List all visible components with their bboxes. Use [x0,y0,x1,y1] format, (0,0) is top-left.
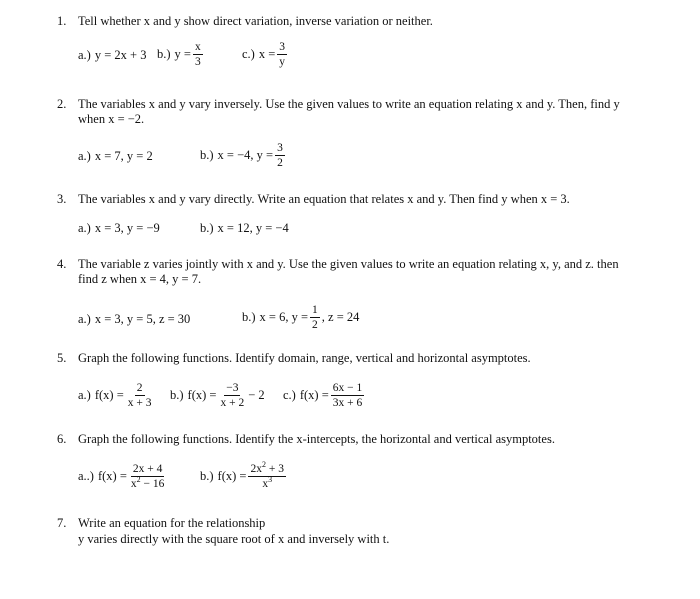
problem-1a: a.) y = 2x + 3 [78,48,147,62]
problem-4b: b.) x = 6, y = $\frac{1}{2}$ , z = 24 [242,304,360,331]
problem-3-prompt: The variables x and y vary directly. Write an equation that relates x and y. Then find y when x = 3. [78,192,570,206]
problem-6a: a..) f(x) = $\frac{2x + 4}{x^2 - 16}$ [78,463,165,490]
problem-2-prompt-line1: The variables x and y vary inversely. Use the given values to write an equation relating x and y. Then, find y [78,97,620,111]
problem-7-prompt-line2: y varies directly with the square root of x and inversely with t. [78,532,390,546]
problem-7-prompt-line1: Write an equation for the relationship [78,516,266,530]
problem-4-number: 4. [57,257,67,271]
problem-4a: a.) x = 3, y = 5, z = 30 [78,312,191,326]
problem-2-prompt-line2: when x = −2. [78,112,145,126]
problem-6b: b.) f(x) = $\frac{2x^2 + 3}{x^3}$ [200,460,284,490]
fraction: $\frac{6x - 1}{3x + 6}$ [332,382,363,409]
fraction: $\frac{x}{3}$ [194,41,201,68]
fraction: $\frac{-3}{x + 2}$ [220,382,245,409]
fraction: $\frac{3}{2}$ [277,142,283,169]
problem-1b: b.) y = $\frac{x}{3}$ [157,41,201,68]
problem-5-prompt: Graph the following functions. Identify domain, range, vertical and horizontal asymptotes. [78,351,531,365]
problem-6-number: 6. [57,432,67,446]
problem-3b: b.) x = 12, y = −4 [200,221,289,235]
problem-5-number: 5. [57,351,67,365]
problem-1-prompt: Tell whether x and y show direct variation, inverse variation or neither. [78,14,433,28]
problem-4-prompt-line1: The variable z varies jointly with x and y. Use the given values to write an equation relating x, y, and z. then [78,257,619,271]
fraction: $\frac{2}{x + 3}$ [127,382,152,409]
problem-4-prompt-line2: find z when x = 4, y = 7. [78,272,202,286]
problem-2a: a.) x = 7, y = 2 [78,149,153,163]
fraction: $\frac{1}{2}$ [312,304,318,331]
problem-3-number: 3. [57,192,67,206]
problem-5b: b.) f(x) = $\frac{-3}{x + 2}$ − 2 [170,382,265,409]
fraction: $\frac{2x + 4}{x^2 - 16}$ [130,463,165,490]
problem-2b: b.) x = −4, y = $\frac{3}{2}$ [200,142,283,169]
fraction: $\frac{2x^2 + 3}{x^3}$ [250,460,284,490]
problem-6-prompt: Graph the following functions. Identify the x-intercepts, the horizontal and vertical asymptotes. [78,432,555,446]
problem-5c: c.) f(x) = $\frac{6x - 1}{3x + 6}$ [283,382,363,409]
problem-2-number: 2. [57,97,67,111]
problem-1c: c.) x = $\frac{3}{y}$ [242,41,286,68]
problem-5a: a.) f(x) = $\frac{2}{x + 3}$ [78,382,152,409]
problem-7-number: 7. [57,516,67,530]
fraction: $\frac{3}{y}$ [279,41,286,68]
problem-3a: a.) x = 3, y = −9 [78,221,160,235]
problem-1-number: 1. [57,14,67,28]
